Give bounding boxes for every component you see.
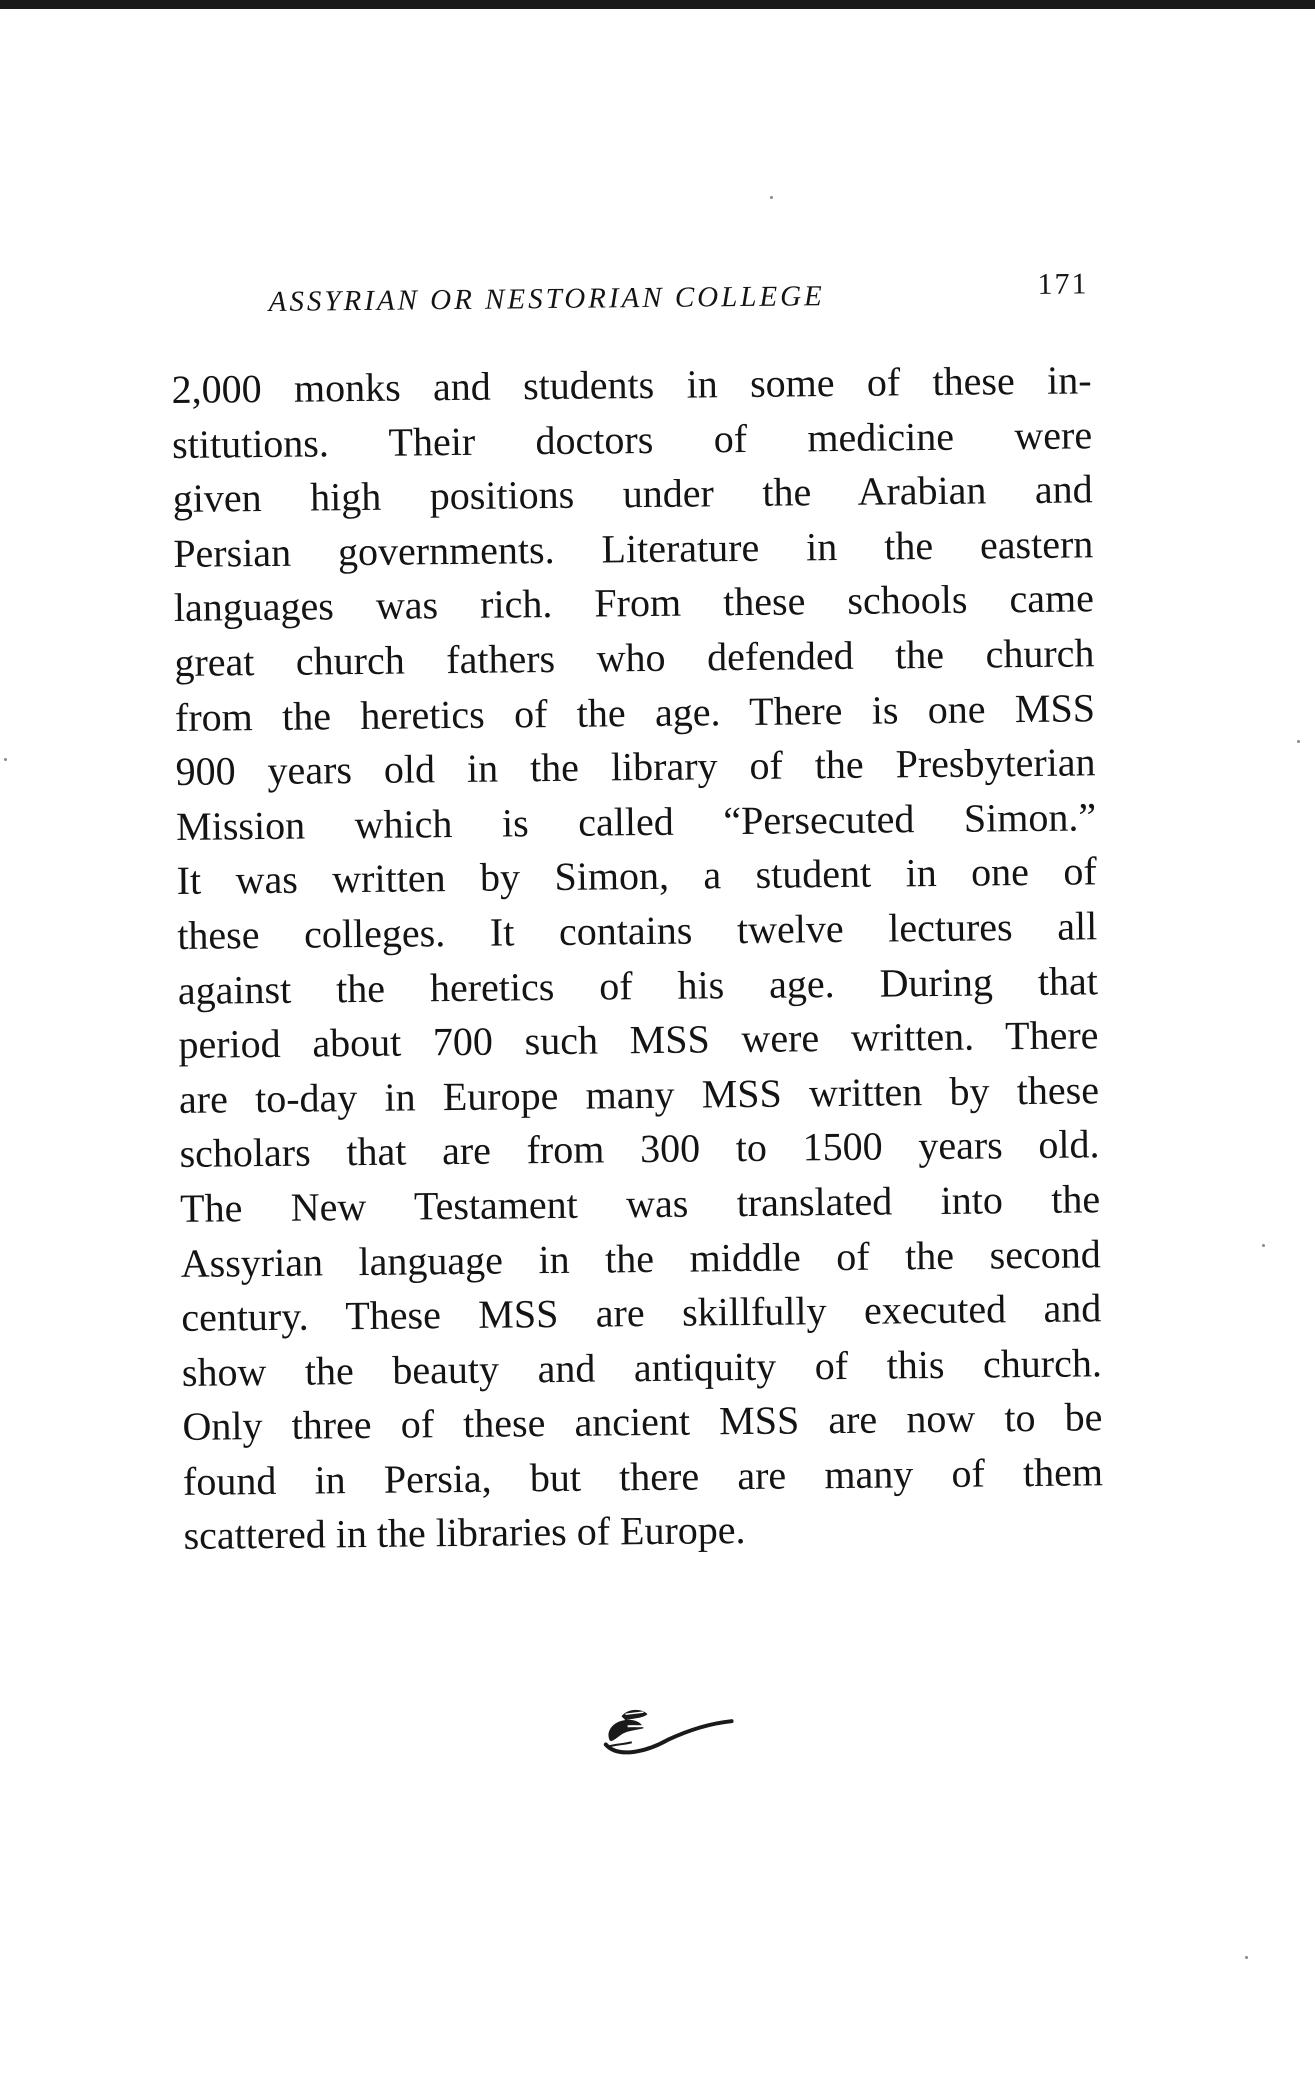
text-line: 900 years old in the library of the Presbyterian: [175, 739, 1096, 795]
scan-speck: [1297, 740, 1300, 743]
text-line: century. These MSS are skillfully executed and: [181, 1285, 1102, 1341]
text-line: show the beauty and antiquity of this church.: [181, 1339, 1103, 1395]
text-line: Only three of these ancient MSS are now to be: [182, 1394, 1103, 1450]
text-line: from the heretics of the age. There is one MSS: [174, 684, 1096, 740]
text-line: given high positions under the Arabian and: [172, 466, 1093, 522]
text-line: The New Testament was translated into the: [179, 1176, 1101, 1231]
running-header: [268, 267, 1098, 326]
text-line: languages was rich. From these schools came: [173, 575, 1095, 631]
text-line: great church fathers who defended the church: [174, 630, 1095, 685]
body-paragraph: [171, 353, 1104, 1564]
text-line: Persian governments. Literature in the eastern: [173, 521, 1094, 576]
hand-ornament-icon: [597, 1699, 738, 1760]
text-line: It was written by Simon, a student in one of: [176, 848, 1097, 904]
text-line: Assyrian language in the middle of the second: [180, 1230, 1101, 1286]
text-line: period about 700 such MSS were written. There: [178, 1012, 1099, 1068]
text-line: these colleges. It contains twelve lectures all: [177, 903, 1098, 958]
scan-speck: [1262, 1244, 1265, 1247]
running-header-title: ASSYRIAN OR NESTORIAN COLLEGE: [268, 280, 825, 318]
text-line: scattered in the libraries of Europe.: [183, 1507, 746, 1559]
scan-speck: [1245, 1956, 1248, 1959]
text-line: Mission which is called “Persecuted Simon.”: [175, 794, 1097, 849]
text-line: found in Persia, but there are many of them: [182, 1449, 1104, 1504]
scan-speck: [4, 758, 7, 761]
text-line: stitutions. Their doctors of medicine were: [171, 411, 1093, 467]
text-line: are to-day in Europe many MSS written by these: [178, 1067, 1100, 1122]
text-line: against the heretics of his age. During that: [177, 957, 1099, 1013]
text-line: 2,000 monks and students in some of these in-: [171, 357, 1092, 412]
scan-speck: [770, 196, 773, 199]
text-line: scholars that are from 300 to 1500 years old.: [179, 1121, 1100, 1177]
page-number: 171: [1037, 267, 1089, 301]
